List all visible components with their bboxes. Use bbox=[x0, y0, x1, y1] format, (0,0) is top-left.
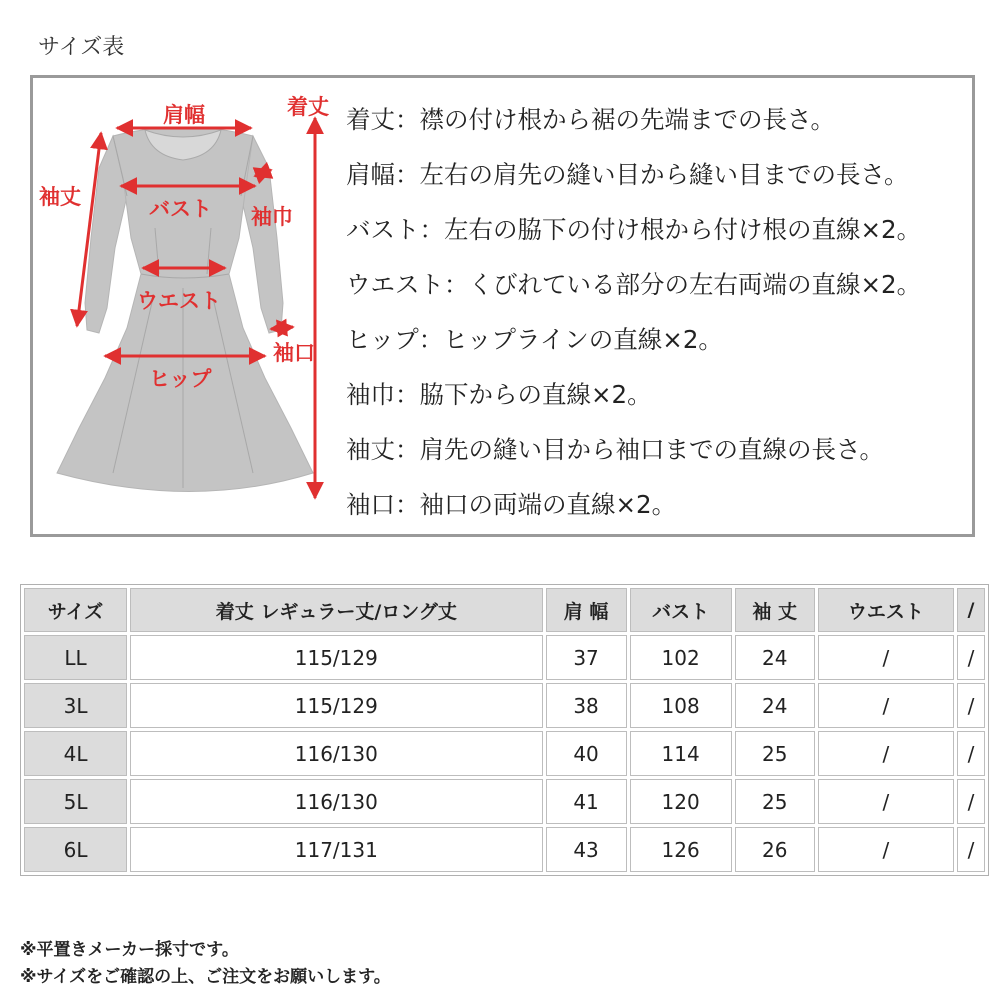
cell-size: 6L bbox=[24, 827, 127, 872]
label-sleeve-width: 袖巾 bbox=[251, 204, 293, 229]
label-cuff: 袖口 bbox=[273, 340, 315, 365]
cell-size: 5L bbox=[24, 779, 127, 824]
header-bust: バスト bbox=[630, 588, 732, 632]
cell-shoulder: 38 bbox=[546, 683, 627, 728]
label-bust: バスト bbox=[149, 196, 212, 221]
cell-sleeve-length: 24 bbox=[735, 683, 815, 728]
cell-sleeve-length: 24 bbox=[735, 635, 815, 680]
cell-length: 117/131 bbox=[130, 827, 542, 872]
header-shoulder: 肩 幅 bbox=[546, 588, 627, 632]
table-row bbox=[24, 827, 985, 872]
cell-length: 115/129 bbox=[130, 683, 542, 728]
cell-waist: / bbox=[818, 827, 954, 872]
cell-waist: / bbox=[818, 683, 954, 728]
cell-shoulder: 43 bbox=[546, 827, 627, 872]
cell-extra: / bbox=[957, 731, 985, 776]
definition-length: 着丈：襟の付け根から裾の先端までの長さ。 bbox=[346, 105, 836, 134]
cell-bust: 108 bbox=[630, 683, 732, 728]
note-confirm: ※サイズをご確認の上、ご注文をお願いします。 bbox=[20, 967, 391, 987]
cell-sleeve-length: 26 bbox=[735, 827, 815, 872]
cell-bust: 114 bbox=[630, 731, 732, 776]
definition-sleeve-width: 袖巾：脇下からの直線×2。 bbox=[346, 380, 652, 409]
cell-length: 116/130 bbox=[130, 731, 542, 776]
header-extra: / bbox=[957, 588, 985, 632]
cell-extra: / bbox=[957, 779, 985, 824]
cell-bust: 102 bbox=[630, 635, 732, 680]
cell-waist: / bbox=[818, 731, 954, 776]
definition-sleeve-length: 袖丈：肩先の縫い目から袖口までの直線の長さ。 bbox=[346, 435, 885, 464]
cell-waist: / bbox=[818, 635, 954, 680]
header-length: 着丈 レギュラー丈/ロング丈 bbox=[130, 588, 542, 632]
cell-extra: / bbox=[957, 827, 985, 872]
label-shoulder: 肩幅 bbox=[163, 102, 205, 127]
cell-size: 3L bbox=[24, 683, 127, 728]
cell-sleeve-length: 25 bbox=[735, 731, 815, 776]
header-waist: ウエスト bbox=[818, 588, 954, 632]
note-measurement: ※平置きメーカー採寸です。 bbox=[20, 940, 239, 960]
definition-shoulder: 肩幅：左右の肩先の縫い目から縫い目までの長さ。 bbox=[346, 160, 909, 189]
definition-hip: ヒップ：ヒップラインの直線×2。 bbox=[346, 325, 723, 354]
size-table bbox=[20, 584, 989, 876]
measurement-diagram-panel bbox=[30, 75, 975, 537]
cell-extra: / bbox=[957, 635, 985, 680]
cell-bust: 120 bbox=[630, 779, 732, 824]
cell-size: 4L bbox=[24, 731, 127, 776]
cell-shoulder: 41 bbox=[546, 779, 627, 824]
table-header-row bbox=[24, 588, 985, 632]
table-row bbox=[24, 635, 985, 680]
label-waist: ウエスト bbox=[137, 288, 221, 313]
definition-waist: ウエスト：くびれている部分の左右両端の直線×2。 bbox=[346, 270, 922, 299]
table-row bbox=[24, 683, 985, 728]
definition-bust: バスト：左右の脇下の付け根から付け根の直線×2。 bbox=[346, 215, 922, 244]
cell-length: 116/130 bbox=[130, 779, 542, 824]
cell-shoulder: 37 bbox=[546, 635, 627, 680]
cell-bust: 126 bbox=[630, 827, 732, 872]
table-row bbox=[24, 779, 985, 824]
header-size: サイズ bbox=[24, 588, 127, 632]
label-sleeve-length: 袖丈 bbox=[39, 184, 81, 209]
cell-shoulder: 40 bbox=[546, 731, 627, 776]
cell-waist: / bbox=[818, 779, 954, 824]
definition-cuff: 袖口：袖口の両端の直線×2。 bbox=[346, 490, 677, 519]
cell-size: LL bbox=[24, 635, 127, 680]
cell-extra: / bbox=[957, 683, 985, 728]
header-sleeve-length: 袖 丈 bbox=[735, 588, 815, 632]
measurement-definitions bbox=[346, 92, 976, 532]
table-row bbox=[24, 731, 985, 776]
notes bbox=[20, 937, 391, 991]
label-hip: ヒップ bbox=[149, 366, 212, 391]
label-length: 着丈 bbox=[287, 94, 329, 119]
cell-sleeve-length: 25 bbox=[735, 779, 815, 824]
cell-length: 115/129 bbox=[130, 635, 542, 680]
page-title: サイズ表 bbox=[38, 35, 125, 60]
